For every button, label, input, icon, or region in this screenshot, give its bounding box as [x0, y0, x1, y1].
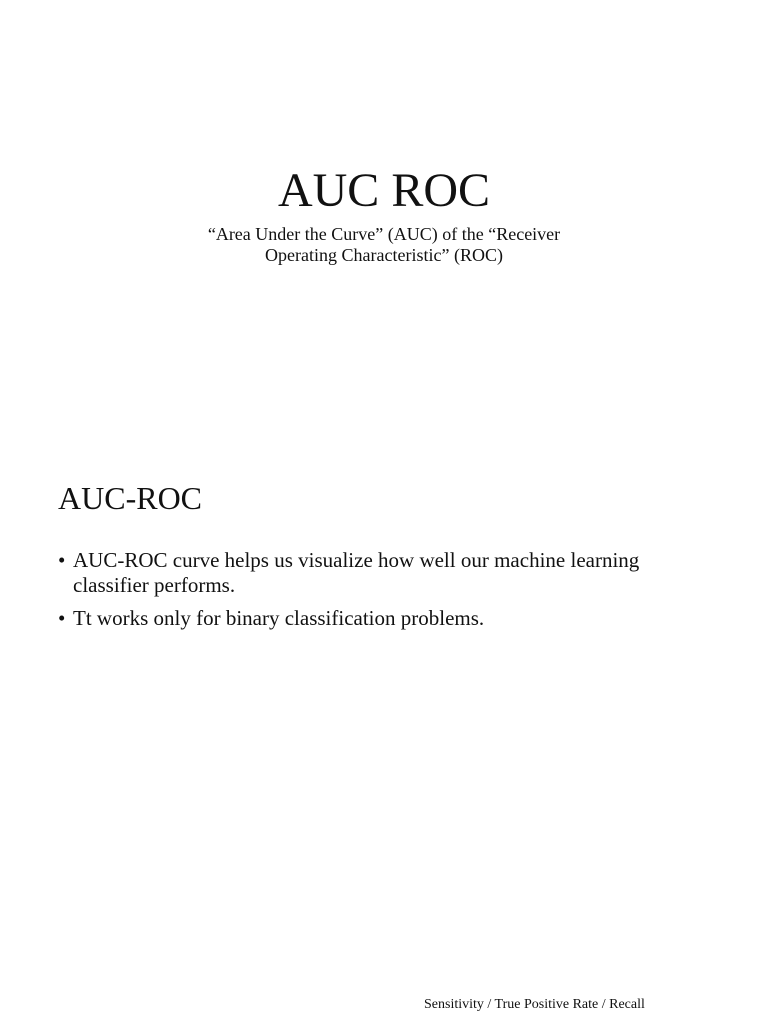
content-slide	[0, 460, 768, 1024]
bullet-text: AUC-ROC curve helps us visualize how well our machine learning classifier performs.	[73, 548, 640, 597]
bullet-dot-icon: •	[58, 606, 66, 630]
bullet-list	[58, 548, 718, 639]
axis-caption: Sensitivity / True Positive Rate / Recall	[424, 997, 645, 1012]
subtitle-line-2: Operating Characteristic” (ROC)	[265, 245, 503, 265]
bullet-dot-icon: •	[58, 548, 66, 572]
bullet-item	[58, 606, 718, 631]
bullet-item	[58, 548, 718, 598]
section-heading: AUC-ROC	[58, 480, 203, 516]
title-slide	[0, 0, 768, 460]
slide-title: AUC ROC	[277, 164, 491, 217]
slide-subtitle	[0, 224, 768, 266]
subtitle-line-1: “Area Under the Curve” (AUC) of the “Receiver	[207, 224, 561, 244]
bullet-text: Tt works only for binary classification problems.	[73, 606, 485, 630]
